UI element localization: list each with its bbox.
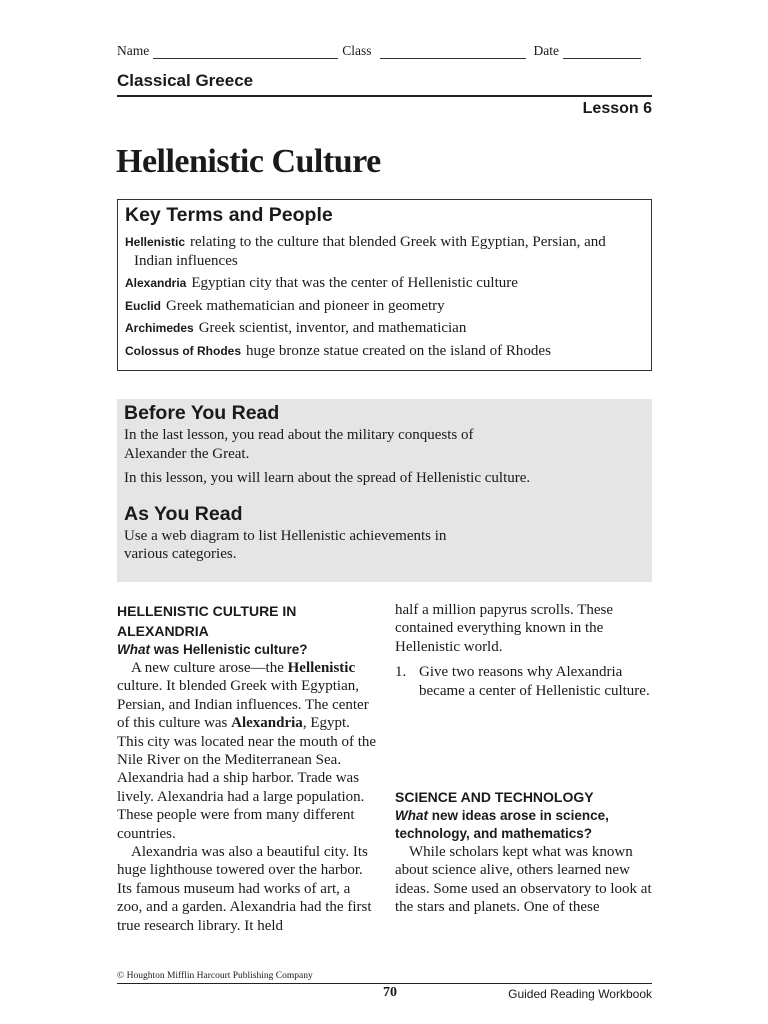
right-column — [395, 601, 652, 917]
body-paragraph: Alexandria was also a beautiful city. Its huge lighthouse towered over the harbor. Its famous museum had works of art, a zoo, and a garden. Alexandria had the first true research library. It held — [117, 844, 372, 934]
key-terms-box — [117, 199, 652, 371]
key-term-item — [125, 233, 643, 270]
key-term-name: Euclid — [125, 298, 162, 313]
science-section — [395, 787, 652, 917]
page-number: 70 — [383, 985, 397, 1000]
footer-rule — [117, 983, 652, 984]
key-term-item — [125, 342, 643, 361]
review-question — [395, 663, 652, 700]
key-term-definition: Greek scientist, inventor, and mathematician — [198, 320, 467, 336]
question-number: 1. — [395, 664, 407, 681]
key-term-definition: relating to the culture that blended Greek with Egyptian, Persian, and Indian influences — [134, 234, 606, 269]
as-you-read-text: Use a web diagram to list Hellenistic achievements in various categories. — [124, 527, 447, 562]
key-term-item — [125, 319, 643, 338]
body-text: A new culture arose—the — [131, 660, 288, 676]
question-emphasis: What — [117, 642, 150, 657]
bold-term: Hellenistic — [287, 660, 356, 676]
date-blank — [563, 47, 641, 59]
name-class-date-line — [117, 43, 652, 59]
key-term-item — [125, 274, 643, 293]
before-you-read-text: In the last lesson, you read about the military conquests of Alexander the Great. — [124, 427, 474, 462]
key-term-definition: huge bronze statue created on the island of Rhodes — [246, 342, 551, 359]
question-emphasis: What — [395, 808, 428, 824]
copyright-notice: © Houghton Mifflin Harcourt Publishing Company — [117, 971, 313, 981]
question-text: Give two reasons why Alexandria became a center of Hellenistic culture. — [419, 664, 650, 699]
key-term-definition: Egyptian city that was the center of Hellenistic culture — [191, 275, 518, 291]
class-label: Class — [342, 43, 372, 58]
key-term-definition: Greek mathematician and pioneer in geometry — [166, 297, 445, 314]
unit-title: Classical Greece — [117, 71, 254, 90]
workbook-title: Guided Reading Workbook — [508, 987, 652, 1001]
left-column — [117, 601, 377, 935]
header-rule — [117, 95, 652, 97]
body-text: culture. It blended Greek with Egyptian, Persian, and Indian influences. The center of this culture was — [117, 678, 369, 732]
key-term-name: Colossus of Rhodes — [125, 343, 242, 358]
body-paragraph: half a million papyrus scrolls. These contained everything known in the Hellenistic world. — [395, 602, 614, 655]
page-title: Hellenistic Culture — [116, 143, 381, 180]
question-text: new ideas arose in science, technology, and mathematics? — [395, 808, 609, 842]
key-terms-heading: Key Terms and People — [125, 204, 333, 226]
date-label: Date — [533, 43, 559, 58]
section-question — [117, 641, 377, 659]
section-question — [395, 807, 652, 843]
key-term-name: Hellenistic — [125, 235, 186, 249]
name-blank — [153, 47, 338, 59]
as-you-read-heading: As You Read — [124, 502, 243, 525]
class-blank — [380, 47, 526, 59]
section-heading: HELLENISTIC CULTURE IN ALEXANDRIA — [117, 603, 297, 639]
bold-term: Alexandria — [231, 715, 303, 732]
question-text: was Hellenistic culture? — [150, 642, 308, 657]
reading-guide-box — [117, 399, 652, 582]
section-heading: SCIENCE AND TECHNOLOGY — [395, 789, 594, 806]
body-text: , Egypt. This city was located near the mouth of the Nile River on the Mediterranean Sea. Alexandria had a ship harbor. Trade was lively. Alexandria had a large population. These people were from many different countries. — [117, 715, 377, 842]
key-term-name: Alexandria — [125, 276, 187, 290]
before-you-read-text: In this lesson, you will learn about the spread of Hellenistic culture. — [124, 470, 531, 486]
body-paragraph: While scholars kept what was known about science alive, others learned new ideas. Some used an observatory to look at the stars and planets. One of these — [395, 844, 652, 916]
key-term-item — [125, 297, 643, 316]
name-label: Name — [117, 43, 150, 58]
lesson-label: Lesson 6 — [582, 100, 652, 117]
key-term-name: Archimedes — [125, 321, 194, 335]
before-you-read-heading: Before You Read — [124, 402, 280, 424]
body-paragraph — [117, 659, 377, 843]
